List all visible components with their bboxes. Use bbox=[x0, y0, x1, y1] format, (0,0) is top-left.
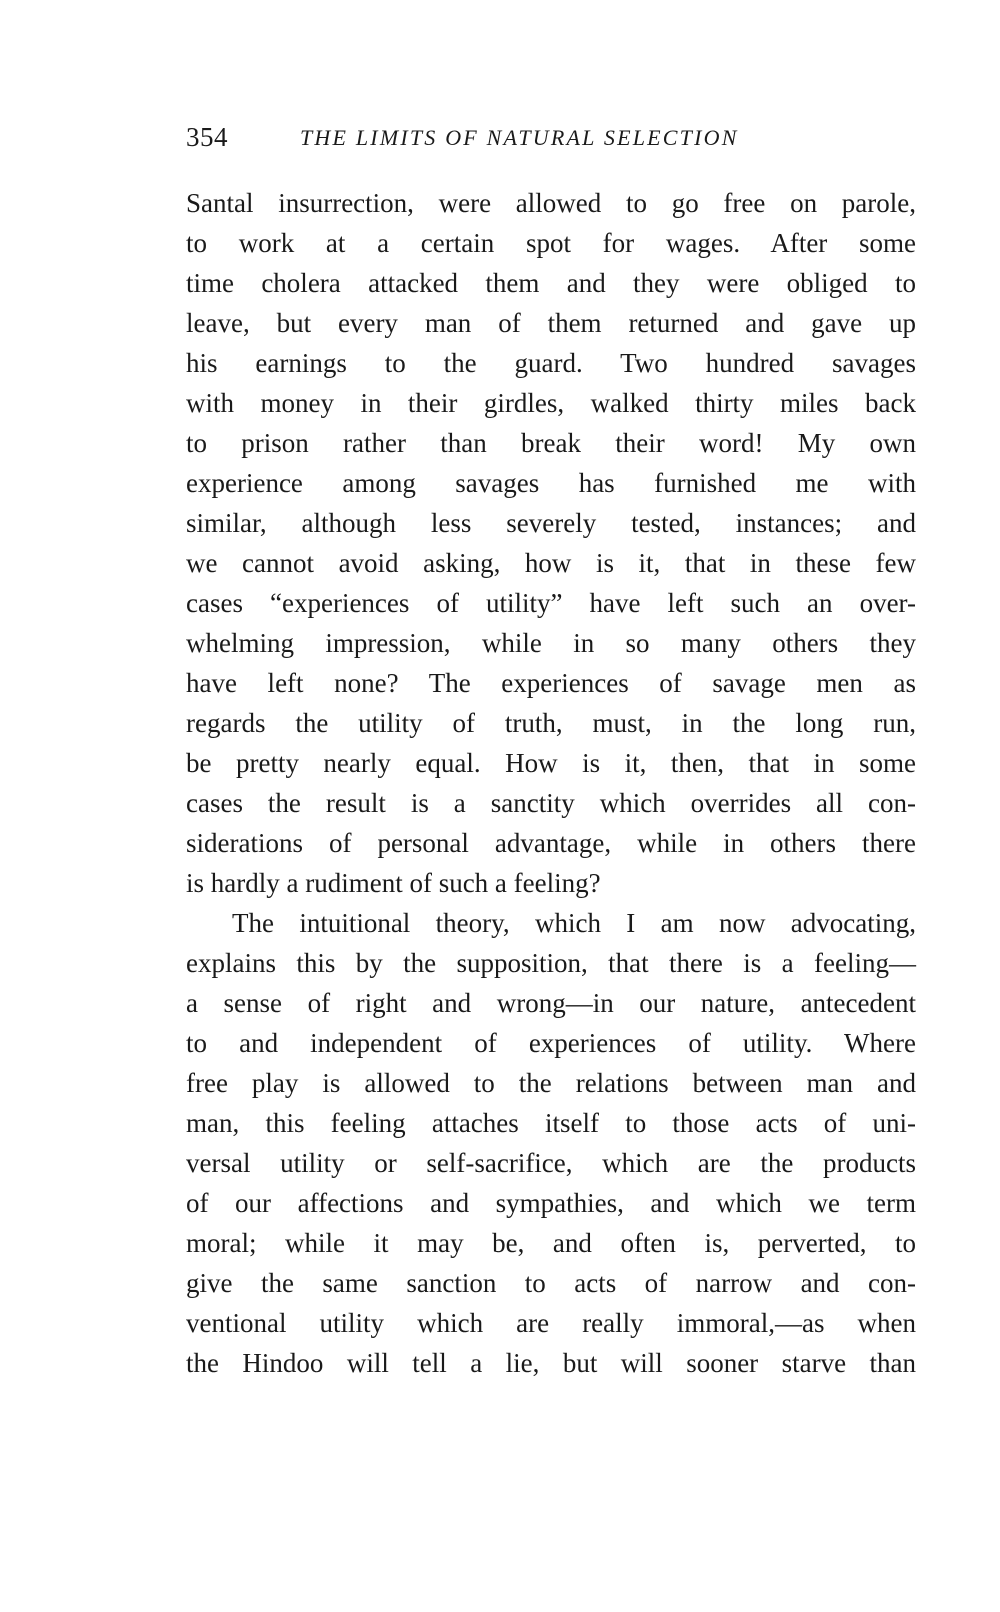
text-line: regards the utility of truth, must, in the long run, bbox=[186, 708, 916, 738]
text-line: to prison rather than break their word! My own bbox=[186, 428, 916, 458]
text-line: cases the result is a sanctity which overrides all con- bbox=[186, 788, 916, 818]
text-line: man, this feeling attaches itself to those acts of uni- bbox=[186, 1108, 916, 1138]
text-line: the Hindoo will tell a lie, but will sooner starve than bbox=[186, 1348, 916, 1378]
text-line: similar, although less severely tested, instances; and bbox=[186, 508, 916, 538]
text-line: siderations of personal advantage, while in others there bbox=[186, 828, 916, 858]
text-line: give the same sanction to acts of narrow and con- bbox=[186, 1268, 916, 1298]
text-line: with money in their girdles, walked thirty miles back bbox=[186, 388, 916, 418]
paragraph-start-line: The intuitional theory, which I am now advocating, bbox=[232, 908, 916, 938]
text-line: ventional utility which are really immoral,—as when bbox=[186, 1308, 916, 1338]
text-line: a sense of right and wrong—in our nature, antecedent bbox=[186, 988, 916, 1018]
text-line: versal utility or self-sacrifice, which are the products bbox=[186, 1148, 916, 1178]
paragraph-end-line: is hardly a rudiment of such a feeling? bbox=[186, 868, 601, 898]
text-line: experience among savages has furnished me with bbox=[186, 468, 916, 498]
text-line: moral; while it may be, and often is, perverted, to bbox=[186, 1228, 916, 1258]
text-line: of our affections and sympathies, and which we term bbox=[186, 1188, 916, 1218]
running-head bbox=[186, 122, 926, 162]
text-line: we cannot avoid asking, how is it, that in these few bbox=[186, 548, 916, 578]
page-number: 354 bbox=[186, 122, 228, 152]
text-line: to work at a certain spot for wages. After some bbox=[186, 228, 916, 258]
text-line: free play is allowed to the relations between man and bbox=[186, 1068, 916, 1098]
running-title: THE LIMITS OF NATURAL SELECTION bbox=[300, 125, 739, 150]
text-line: to and independent of experiences of utility. Where bbox=[186, 1028, 916, 1058]
text-line: time cholera attacked them and they were obliged to bbox=[186, 268, 916, 298]
body-text bbox=[186, 183, 916, 1383]
text-line: his earnings to the guard. Two hundred savages bbox=[186, 348, 916, 378]
text-line: leave, but every man of them returned and gave up bbox=[186, 308, 916, 338]
text-line: explains this by the supposition, that there is a feeling— bbox=[186, 948, 916, 978]
text-line: whelming impression, while in so many others they bbox=[186, 628, 916, 658]
text-line: cases “experiences of utility” have left such an over- bbox=[186, 588, 916, 618]
text-line: Santal insurrection, were allowed to go free on parole, bbox=[186, 188, 916, 218]
text-line: have left none? The experiences of savage men as bbox=[186, 668, 916, 698]
text-line: be pretty nearly equal. How is it, then, that in some bbox=[186, 748, 916, 778]
